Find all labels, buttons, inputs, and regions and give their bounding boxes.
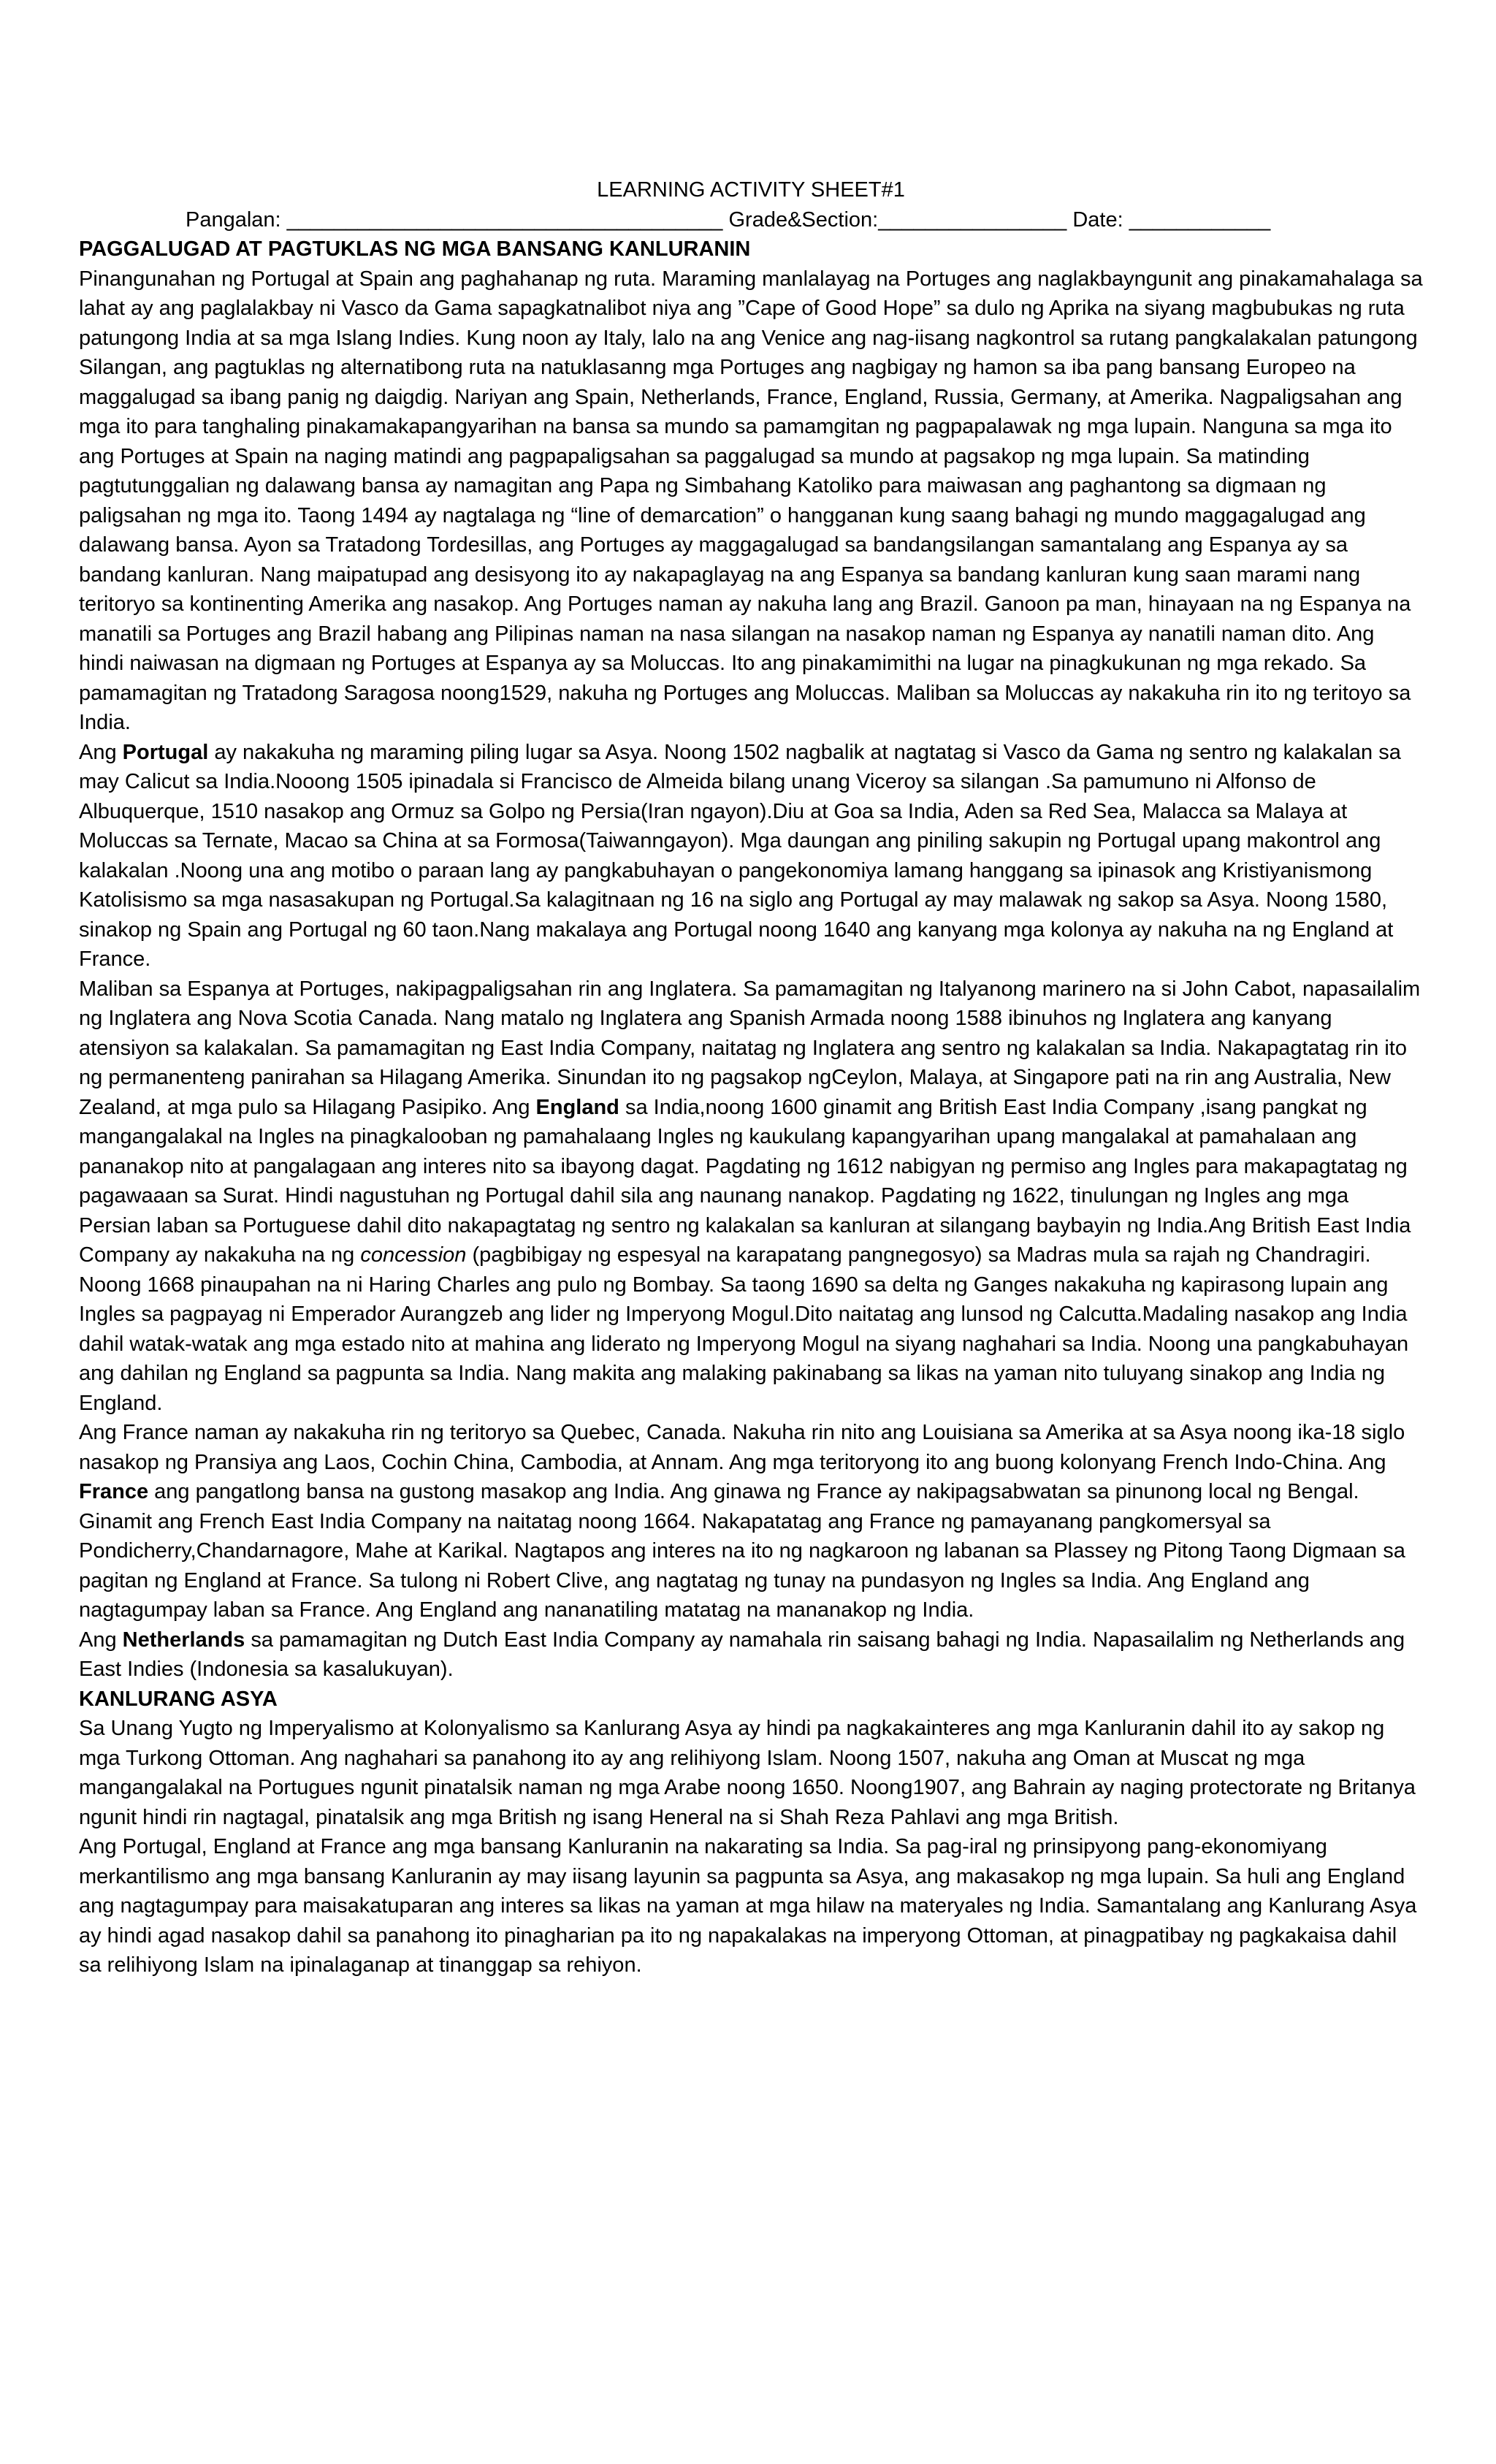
- student-info-line: [79, 205, 1423, 235]
- keyword-england: England: [535, 1095, 619, 1119]
- name-label: Pangalan:: [186, 207, 287, 232]
- sheet-title: LEARNING ACTIVITY SHEET#1: [597, 178, 905, 202]
- date-label: Date:: [1066, 207, 1129, 232]
- name-field[interactable]: _____________________________________: [286, 207, 723, 232]
- grade-section-label: Grade&Section:: [722, 207, 879, 232]
- paragraph-west-asia: Sa Unang Yugto ng Imperyalismo at Kolonyalismo sa Kanlurang Asya ay hindi pa nagkakainteres ang mga Kanluranin dahil ito ay sakop ng mga Turkong Ottoman. Ang naghahari sa panahong ito ay ang relihiyong Islam. Noong 1507, nakuha ang Oman at Muscat ng mga mangangalakal na Portugues ngunit pinatalsik naman ng mga Arabe noong 1650. Noong1907, ang Bahrain ay naging protectorate ng Britanya ngunit hindi rin nagtagal, pinatalsik ang mga British ng isang Heneral na si Shah Reza Pahlavi ang mga British.: [79, 1717, 1416, 1829]
- paragraph-portugal: Ang Portugal ay nakakuha ng maraming piling lugar sa Asya. Noong 1502 nagbalik at nagtatag si Vasco da Gama ng sentro ng kalakalan sa may Calicut sa India.Nooong 1505 ipinadala si Francisco de Almeida bilang unang Viceroy sa silangan .Sa pamumuno ni Alfonso de Albuquerque, 1510 nasakop ang Ormuz sa Golpo ng Persia(Iran ngayon).Diu at Goa sa India, Aden sa Red Sea, Malacca sa Malaya at Moluccas sa Ternate, Macao sa China at sa Formosa(Taiwanngayon). Mga daungan ang piniling sakupin ng Portugal upang makontrol ang kalakalan .Noong una ang motibo o paraan lang ay pangkabuhayan o pangekonomiya lamang hanggang sa ipinasok ang Kristiyanismong Katolisismo sa mga nasasakupan ng Portugal.Sa kalagitnaan ng 16 na siglo ang Portugal ay may malawak ng sakop sa Asya. Noong 1580, sinakop ng Spain ang Portugal ng 60 taon.Nang makalaya ang Portugal noong 1640 ang kanyang mga kolonya ay nakuha na ng England at France.: [79, 740, 1401, 971]
- activity-sheet: [79, 175, 1423, 1980]
- grade-section-field[interactable]: ________________: [878, 207, 1067, 232]
- paragraph-summary: Ang Portugal, England at France ang mga bansang Kanluranin na nakarating sa India. Sa pag-iral ng prinsipyong pang-ekonomiyang merkantilismo ang mga bansang Kanluranin ay may iisang layunin sa pagpunta sa Asya, ang makasakop ng mga lupain. Sa huli ang England ang nagtagumpay para maisakatuparan ang interes sa likas na yaman at mga hilaw na materyales ng India. Samantalang ang Kanlurang Asya ay hindi agad nasakop dahil sa panahong ito pinagharian pa ito ng napakalakas na imperyong Ottoman, at pinagpatibay ng pagkakaisa dahil sa relihiyong Islam na ipinalaganap at tinanggap sa rehiyon.: [79, 1835, 1417, 1977]
- paragraph-france: Ang France naman ay nakakuha rin ng teritoryo sa Quebec, Canada. Nakuha rin nito ang Louisiana sa Amerika at sa Asya noong ika-18 siglo nasakop ng Pransiya ang Laos, Cochin China, Cambodia, at Annam. Ang mga teritoryong ito ang buong kolonyang French Indo-China. Ang France ang pangatlong bansa na gustong masakop ang India. Ang ginawa ng France ay nakipagsabwatan sa pinunong local ng Bengal. Ginamit ang French East India Company na naitatag noong 1664. Nakapatatag ang France ng pamayanang pangkomersyal sa Pondicherry,Chandarnagore, Mahe at Karikal. Nagtapos ang interes na ito ng nagkaroon ng labanan sa Plassey ng Pitong Taong Digmaan sa pagitan ng England at France. Sa tulong ni Robert Clive, ang nagtatag ng tunay na pundasyon ng Ingles sa India. Ang England ang nagtagumpay laban sa France. Ang England ang nananatiling matatag na mananakop ng India.: [79, 1421, 1405, 1622]
- paragraph-exploration-intro: Pinangunahan ng Portugal at Spain ang paghahanap ng ruta. Maraming manlalayag na Portuges ang naglakbayngunit ang pinakamahalaga sa lahat ay ang paglalakbay ni Vasco da Gama sapagkatnalibot niya ang ”Cape of Good Hope” sa dulo ng Aprika na siyang magbubukas ng ruta patungong India at sa mga Islang Indies. Kung noon ay Italy, lalo na ang Venice ang nag-iisang nagkontrol sa rutang pangkalakalan patungong Silangan, ang pagtuklas ng alternatibong ruta na natuklasanng mga Portuges ang nagbigay ng hamon sa iba pang bansang Europeo na maggalugad sa ibang panig ng daigdig. Nariyan ang Spain, Netherlands, France, England, Russia, Germany, at Amerika. Nagpaligsahan ang mga ito para tanghaling pinakamakapangyarihan na bansa sa mundo sa pamamgitan ng pagpapalawak ng mga lupain. Nanguna sa mga ito ang Portuges at Spain na naging matindi ang pagpapaligsahan sa paggalugad sa mundo at pagsakop ng mga lupain. Sa matinding pagtutunggalian ng dalawang bansa ay namagitan ang Papa ng Simbahang Katoliko para maiwasan ang paghantong sa digmaan ng paligsahan ng mga ito. Taong 1494 ay nagtalaga ng “line of demarcation” o hangganan kung saang bahagi ng mundo maggagalugad ang dalawang bansa. Ayon sa Tratadong Tordesillas, ang Portuges ay maggagalugad sa bandangsilangan samantalang ang Espanya ay sa bandang kanluran. Nang maipatupad ang desisyong ito ay nakapaglayag na ang Espanya sa bandang kanluran kung saan marami nang teritoryo sa kontinenting Amerika ang nasakop. Ang Portuges naman ay nakuha lang ang Brazil. Ganoon pa man, hinayaan na ng Espanya na manatili sa Portuges ang Brazil habang ang Pilipinas naman na nasa silangan na nasakop naman ng Espanya ay nanatili naman dito. Ang hindi naiwasan na digmaan ng Portuges at Espanya ay sa Moluccas. Ito ang pinakamimithi na lugar na pinagkukunan ng mga rekado. Sa pamamagitan ng Tratadong Saragosa noong1529, nakuha ng Portuges ang Moluccas. Maliban sa Moluccas ay nakakuha rin ito ng teritoyo sa India.: [79, 267, 1423, 734]
- date-field[interactable]: ____________: [1129, 207, 1271, 232]
- section-heading-exploration: PAGGALUGAD AT PAGTUKLAS NG MGA BANSANG KANLURANIN: [79, 237, 751, 261]
- keyword-netherlands: Netherlands: [122, 1628, 245, 1652]
- section-heading-west-asia: KANLURANG ASYA: [79, 1687, 278, 1711]
- paragraph-netherlands: Ang Netherlands sa pamamagitan ng Dutch East India Company ay namahala rin saisang bahagi ng India. Napasailalim ng Netherlands ang East Indies (Indonesia sa kasalukuyan).: [79, 1628, 1405, 1681]
- keyword-concession: concession: [360, 1243, 467, 1267]
- keyword-france: France: [79, 1480, 149, 1503]
- keyword-portugal: Portugal: [122, 740, 209, 764]
- paragraph-england: Maliban sa Espanya at Portuges, nakipagpaligsahan rin ang Inglatera. Sa pamamagitan ng Italyanong marinero na si John Cabot, napasailalim ng Inglatera ang Nova Scotia Canada. Nang matalo ng Inglatera ang Spanish Armada noong 1588 ibinuhos ng Inglatera ang kanyang atensiyon sa kalakalan. Sa pamamagitan ng East India Company, naitatag ng Inglatera ang sentro ng kalakalan sa India. Nakapagtatag rin ito ng permanenteng panirahan sa Hilagang Amerika. Sinundan ito ng pagsakop ngCeylon, Malaya, at Singapore pati na rin ang Australia, New Zealand, at mga pulo sa Hilagang Pasipiko. Ang England sa India,noong 1600 ginamit ang British East India Company ,isang pangkat ng mangangalakal na Ingles na pinagkalooban ng pamahalaang Ingles ng kaukulang kapangyarihan upang mangalakal at pamahalaan ang pananakop nito at pangalagaan ang interes nito sa ibayong dagat. Pagdating ng 1612 nabigyan ng permiso ang Ingles para makapagtatag ng pagawaaan sa Surat. Hindi nagustuhan ng Portugal dahil sila ang naunang nanakop. Pagdating ng 1622, tinulungan ng Ingles ang mga Persian laban sa Portuguese dahil dito nakapagtatag ng sentro ng kalakalan sa kanluran at silangang baybayin ng India.Ang British East India Company ay nakakuha na ng concession (pagbibigay ng espesyal na karapatang pangnegosyo) sa Madras mula sa rajah ng Chandragiri. Noong 1668 pinaupahan na ni Haring Charles ang pulo ng Bombay. Sa taong 1690 sa delta ng Ganges nakakuha ng kapirasong lupain ang Ingles sa pagpayag ni Emperador Aurangzeb ang lider ng Imperyong Mogul.Dito naitatag ang lunsod ng Calcutta.Madaling nasakop ang India dahil watak-watak ang mga estado nito at mahina ang liderato ng Imperyong Mogul na siyang naghahari sa India. Noong una pangkabuhayan ang dahilan ng England sa pagpunta sa India. Nang makita ang malaking pakinabang sa likas na yaman nito tuluyang sinakop ang India ng England.: [79, 977, 1421, 1415]
